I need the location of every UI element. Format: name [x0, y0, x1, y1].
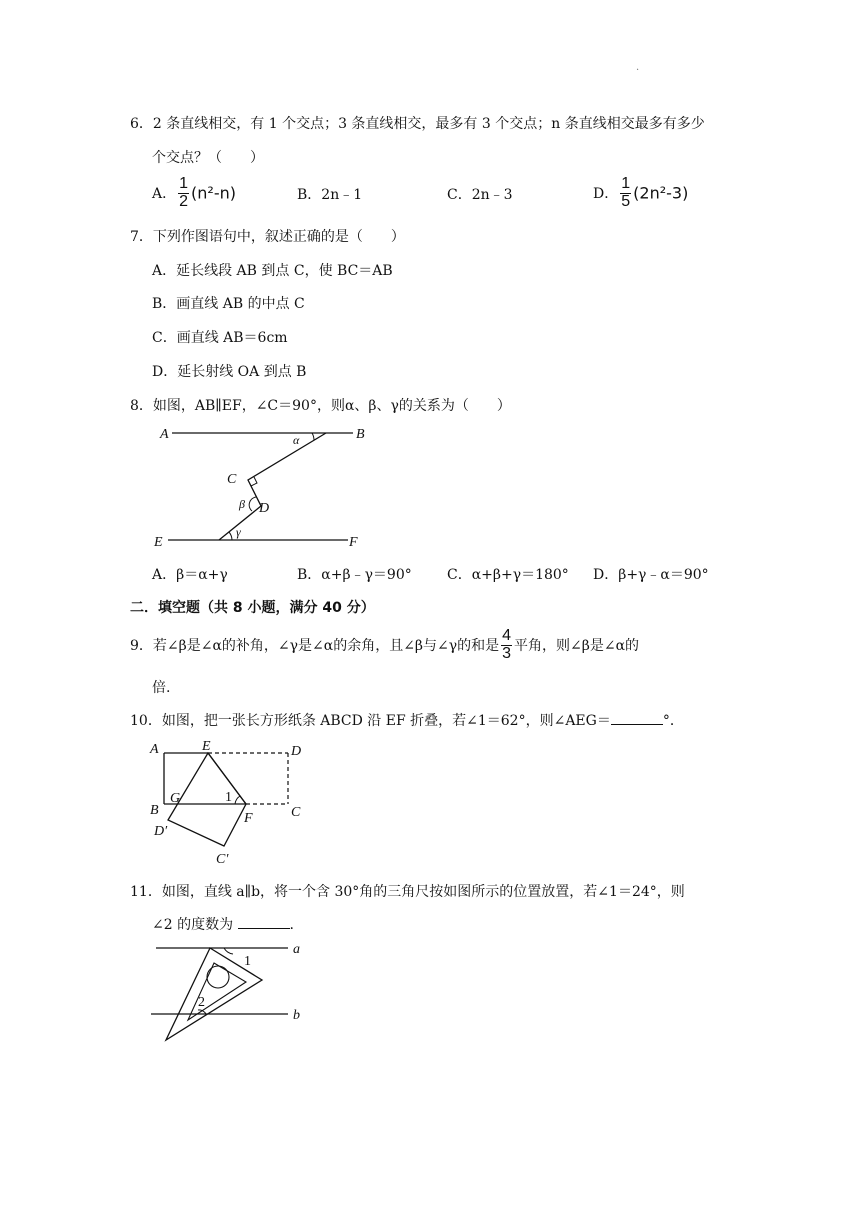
angle-1-arc	[224, 948, 233, 954]
q7-stem: 7．下列作图语句中，叙述正确的是（ ）	[130, 229, 405, 245]
label-e: E	[202, 739, 211, 754]
q11-text-a: ∠2 的度数为	[152, 917, 234, 933]
frac-denominator: 5	[621, 193, 631, 210]
q6-option-b: B．2n﹣1	[297, 187, 363, 203]
label-c: C	[291, 805, 301, 820]
q6-option-a	[152, 176, 236, 210]
q10-stem	[130, 710, 684, 730]
label-f: F	[244, 811, 253, 826]
label-e: E	[154, 535, 163, 550]
label-gamma: γ	[236, 525, 241, 539]
label-d: D	[291, 744, 302, 759]
q11-stem-line2	[152, 914, 294, 934]
q6-option-a-fraction	[178, 176, 189, 210]
angle-d-arc	[249, 497, 256, 511]
label-alpha: α	[293, 433, 300, 447]
label-1: 1	[225, 790, 232, 805]
label-d: D	[259, 501, 270, 516]
q7-option-b: B．画直线 AB 的中点 C	[152, 296, 305, 312]
q9-stem-line1	[130, 628, 639, 662]
label-d-prime: D′	[154, 824, 168, 839]
q9-fraction	[501, 628, 512, 662]
q7-option-c: C．画直线 AB＝6cm	[152, 330, 288, 346]
frac-denominator: 3	[502, 645, 512, 662]
q10-figure	[146, 738, 316, 868]
q7-option-d: D．延长射线 OA 到点 B	[152, 364, 307, 380]
q6-option-c: C．2n﹣3	[447, 187, 513, 203]
corner-dot: .	[636, 62, 640, 73]
frac-numerator: 1	[179, 175, 189, 192]
label-g: G	[170, 791, 181, 806]
label-c: C	[227, 472, 237, 487]
q6-option-d-label: D．	[593, 186, 619, 202]
label-beta: β	[239, 497, 245, 511]
q9-text-a: 9．若∠β是∠α的补角，∠γ是∠α的余角，且∠β与∠γ的和是	[130, 638, 500, 654]
frac-denominator: 2	[179, 193, 189, 210]
q6-option-d-fraction	[620, 176, 631, 210]
label-b: B	[150, 803, 159, 818]
frac-numerator: 4	[502, 627, 512, 644]
q9-stem-line2: 倍.	[152, 680, 171, 696]
q6-option-a-expr: (n²-n)	[191, 183, 236, 203]
q8-option-a: A．β＝α+γ	[152, 567, 228, 583]
q8-option-c: C．α+β+γ＝180°	[447, 567, 569, 583]
q11-figure	[146, 938, 316, 1046]
q8-option-b: B．α+β﹣γ＝90°	[297, 567, 412, 583]
q11-text-b: .	[289, 917, 294, 933]
answer-blank	[611, 710, 663, 725]
section-2-header: 二．填空题（共 8 小题，满分 40 分）	[130, 600, 375, 616]
label-a: A	[150, 742, 159, 757]
q11-stem-line1: 11．如图，直线 a∥b，将一个含 30°角的三角尺按如图所示的位置放置，若∠1＝24°，则	[130, 884, 685, 900]
q6-option-d	[593, 176, 688, 210]
q6-stem-line2: 个交点？（ ）	[152, 150, 264, 166]
angle-alpha-arc	[312, 433, 314, 440]
label-b: b	[293, 1008, 300, 1023]
triangle-ruler-inner	[188, 963, 246, 1020]
label-a: a	[293, 942, 300, 957]
label-a: A	[160, 427, 169, 442]
q10-text-b: °．	[662, 713, 684, 729]
label-1: 1	[244, 954, 251, 969]
angle-gamma-arc	[229, 532, 232, 540]
q6-stem-line1: 6．2 条直线相交，有 1 个交点；3 条直线相交，最多有 3 个交点；n 条直线相交最多有多少	[130, 116, 705, 132]
q10-text-a: 10．如图，把一张长方形纸条 ABCD 沿 EF 折叠，若∠1＝62°，则∠AEG＝	[130, 713, 611, 729]
q8-option-d: D．β+γ﹣α＝90°	[593, 567, 709, 583]
q6-option-d-expr: (2n²-3)	[633, 183, 689, 203]
label-b: B	[356, 427, 365, 442]
answer-blank	[238, 914, 290, 929]
q8-figure	[148, 420, 378, 555]
q6-option-a-label: A．	[152, 186, 177, 202]
q9-text-b: 平角，则∠β是∠α的	[514, 638, 640, 654]
frac-numerator: 1	[621, 175, 631, 192]
label-c-prime: C′	[216, 852, 229, 867]
label-2: 2	[198, 995, 205, 1010]
ruler-hole	[207, 966, 229, 988]
q7-option-a: A．延长线段 AB 到点 C，使 BC＝AB	[152, 263, 393, 279]
angle-1-arc	[235, 796, 240, 804]
label-f: F	[349, 535, 358, 550]
q8-stem: 8．如图，AB∥EF，∠C＝90°，则α、β、γ的关系为（ ）	[130, 398, 511, 414]
